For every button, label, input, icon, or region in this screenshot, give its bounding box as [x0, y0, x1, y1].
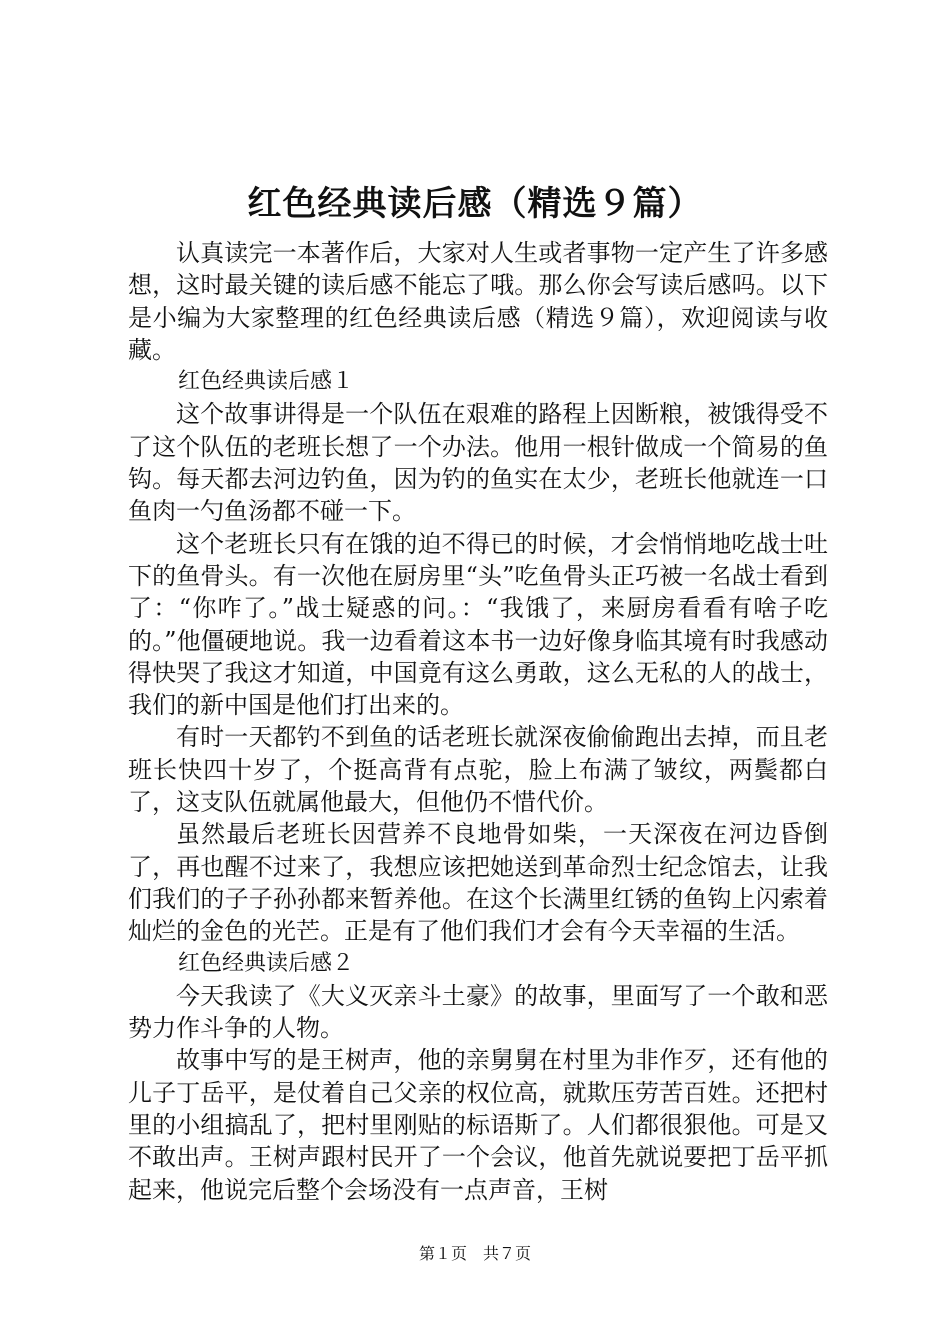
- section-heading-1: 红色经典读后感１: [178, 369, 355, 395]
- document-title: 红色经典读后感（精选９篇）: [247, 184, 703, 224]
- section-heading-2: 红色经典读后感２: [178, 950, 355, 976]
- section1-paragraph-2: 这个老班长只有在饿的迫不得已的时候，才会悄悄地吃战士吐下的鱼骨头。有一次他在厨房里“头”吃鱼骨头正巧被一名战士看到了：“你咋了。”战士疑惑的问。：“我饿了，来厨房看看有啥子吃的。”他僵硬地说。我一边看着这本书一边好像身临其境有时我感动得快哭了我这才知道，中国竟有这么勇敢，这么无私的人的战士，我们的新中国是他们打出来的。: [128, 529, 828, 720]
- section1-paragraph-4: 虽然最后老班长因营养不良地骨如柴，一天深夜在河边昏倒了，再也醒不过来了，我想应该把她送到革命烈士纪念馆去，让我们我们的子子孙孙都来暂养他。在这个长满里红锈的鱼钩上闪索着灿烂的金色的光芒。正是有了他们我们才会有今天幸福的生活。: [128, 820, 828, 946]
- section2-paragraph-2: 故事中写的是王树声，他的亲舅舅在村里为非作歹，还有他的儿子丁岳平，是仗着自己父亲的权位高，就欺压劳苦百姓。还把村里的小组搞乱了，把村里刚贴的标语斯了。人们都很狠他。可是又不敢出声。王树声跟村民开了一个会议，他首先就说要把丁岳平抓起来，他说完后整个会场没有一点声音，王树: [128, 1046, 828, 1204]
- intro-paragraph: 认真读完一本著作后，大家对人生或者事物一定产生了许多感想，这时最关键的读后感不能忘了哦。那么你会写读后感吗。以下是小编为大家整理的红色经典读后感（精选９篇），欢迎阅读与收藏。: [128, 239, 828, 364]
- page-footer: 第１页 共７页: [418, 1244, 531, 1263]
- section1-paragraph-3: 有时一天都钓不到鱼的话老班长就深夜偷偷跑出去掉，而且老班长快四十岁了，个挺高背有点驼，脸上布满了皱纹，两鬓都白了，这支队伍就属他最大，但他仍不惜代价。: [128, 723, 828, 817]
- document-body: [128, 237, 828, 1206]
- section2-paragraph-1: 今天我读了《大义灭亲斗土豪》的故事，里面写了一个敢和恶势力作斗争的人物。: [128, 981, 828, 1043]
- section1-paragraph-1: 这个故事讲得是一个队伍在艰难的路程上因断粮，被饿得受不了这个队伍的老班长想了一个办法。他用一根针做成一个简易的鱼钩。每天都去河边钓鱼，因为钓的鱼实在太少，老班长他就连一口鱼肉一勺鱼汤都不碰一下。: [128, 400, 828, 526]
